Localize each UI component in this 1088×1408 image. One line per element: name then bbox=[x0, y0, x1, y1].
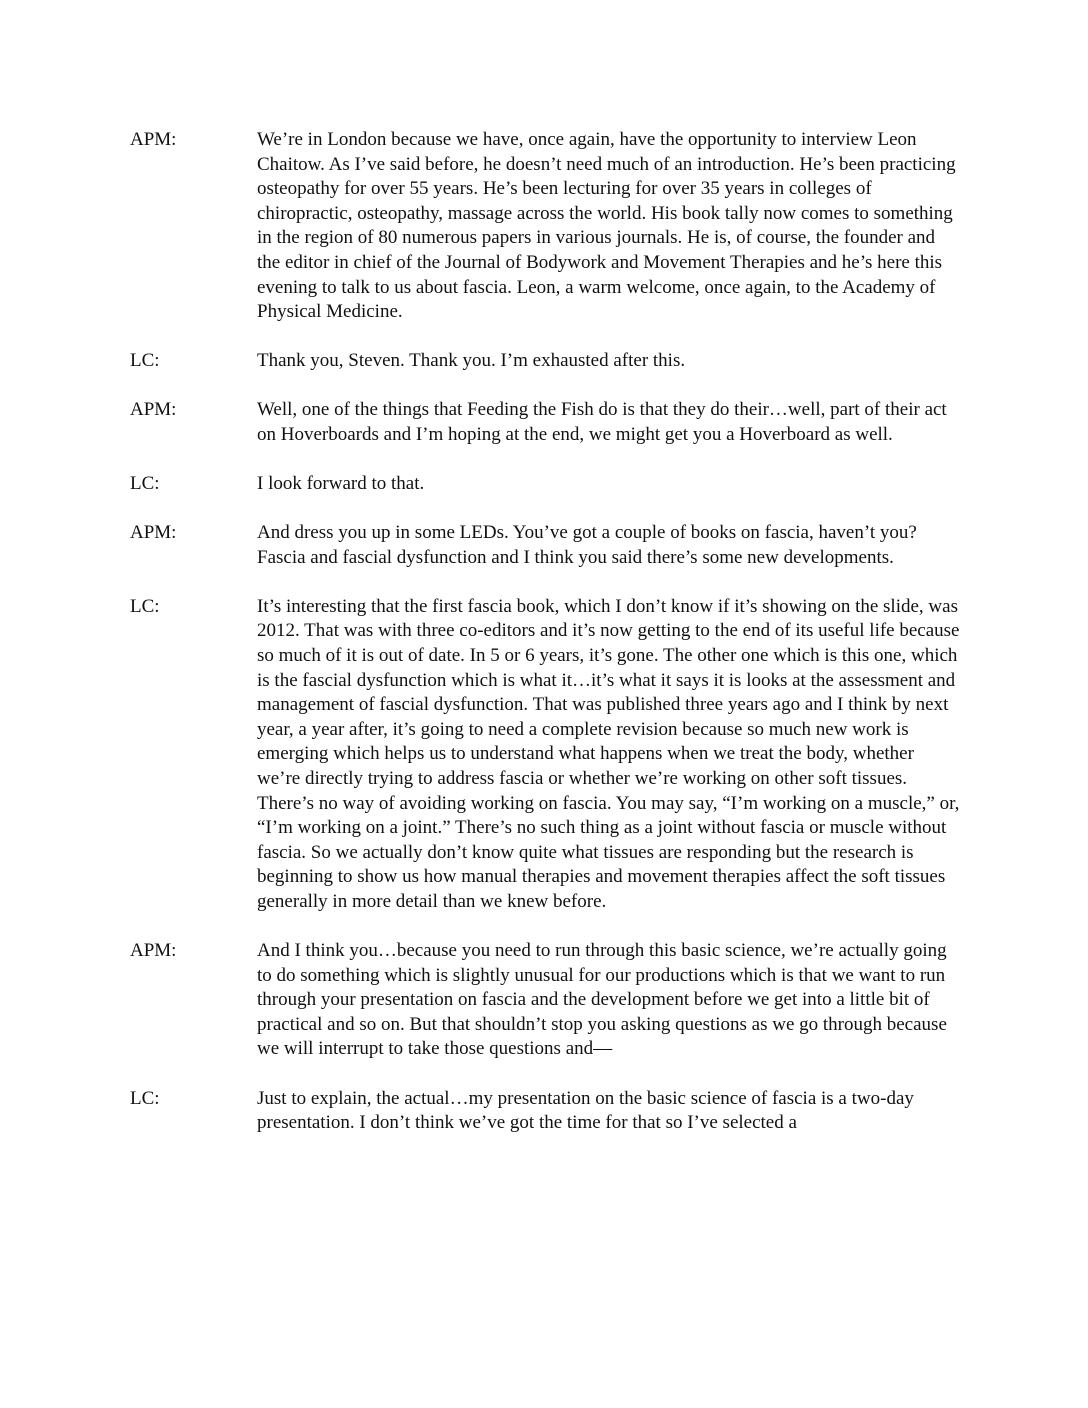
speaker-label: LC: bbox=[130, 473, 160, 495]
transcript-entry bbox=[130, 939, 960, 1062]
speaker-label: LC: bbox=[130, 350, 160, 372]
utterance-text: Just to explain, the actual…my presentation on the basic science of fascia is a two-day presentation. I don’t think we’ve got the time for that so I’ve selected a bbox=[257, 1087, 914, 1134]
transcript-entry bbox=[130, 398, 960, 447]
speaker-label: LC: bbox=[130, 595, 160, 617]
speaker-label: APM: bbox=[130, 940, 177, 962]
transcript-entry bbox=[130, 128, 960, 325]
utterance-text: We’re in London because we have, once again, have the opportunity to interview Leon Chaitow. As I’ve said before, he doesn’t need much of an introduction. He’s been practicing osteopathy for over 55 years. He’s been lecturing for over 35 years in colleges of chiropractic, osteopathy, massage across the world. His book tally now comes to something in the region of 80 numerous papers in various journals. He is, of course, the founder and the editor in chief of the Journal of Bodywork and Movement Therapies and he’s here this evening to talk to us about fascia. Leon, a warm welcome, once again, to the Academy of Physical Medicine. bbox=[257, 129, 956, 323]
utterance-text: It’s interesting that the first fascia book, which I don’t know if it’s showing on the slide, was 2012. That was with three co-editors and it’s now getting to the end of its useful life because so much of it is out of date. In 5 or 6 years, it’s gone. The other one which is this one, which is the fascial dysfunction which is what it…it’s what it says it is looks at the assessment and management of fascial dysfunction. That was published three years ago and I think by next year, a year after, it’s going to need a complete revision because so much new work is emerging which helps us to understand what happens when we treat the body, whether we’re directly trying to address fascia or whether we’re working on other soft tissues. There’s no way of avoiding working on fascia. You may say, “I’m working on a muscle,” or, “I’m working on a joint.” There’s no such thing as a joint without fascia or muscle without fascia. So we actually don’t know quite what tissues are responding but the research is beginning to show us how manual therapies and movement therapies affect the soft tissues generally in more detail than we knew before. bbox=[257, 595, 960, 912]
utterance-text: Thank you, Steven. Thank you. I’m exhausted after this. bbox=[257, 350, 686, 372]
speaker-label: LC: bbox=[130, 1087, 160, 1109]
utterance-text: Well, one of the things that Feeding the Fish do is that they do their…well, part of their act on Hoverboards and I’m hoping at the end, we might get you a Hoverboard as well. bbox=[257, 399, 947, 445]
transcript-entry bbox=[130, 595, 960, 915]
transcript bbox=[130, 128, 960, 1160]
transcript-entry bbox=[130, 349, 960, 374]
transcript-entry bbox=[130, 1087, 960, 1136]
utterance-text: And dress you up in some LEDs. You’ve got a couple of books on fascia, haven’t you? Fascia and fascial dysfunction and I think you said there’s some new developments. bbox=[257, 522, 917, 568]
transcript-entry bbox=[130, 472, 960, 497]
transcript-entry bbox=[130, 521, 960, 570]
utterance-text: I look forward to that. bbox=[257, 473, 425, 495]
speaker-label: APM: bbox=[130, 129, 177, 150]
speaker-label: APM: bbox=[130, 522, 177, 544]
speaker-label: APM: bbox=[130, 399, 177, 421]
utterance-text: And I think you…because you need to run through this basic science, we’re actually going to do something which is slightly unusual for our productions which is that we want to run through your presentation on fascia and the development before we get into a little bit of practical and so on. But that shouldn’t stop you asking questions as we go through because we will interrupt to take those questions and— bbox=[257, 940, 947, 1060]
